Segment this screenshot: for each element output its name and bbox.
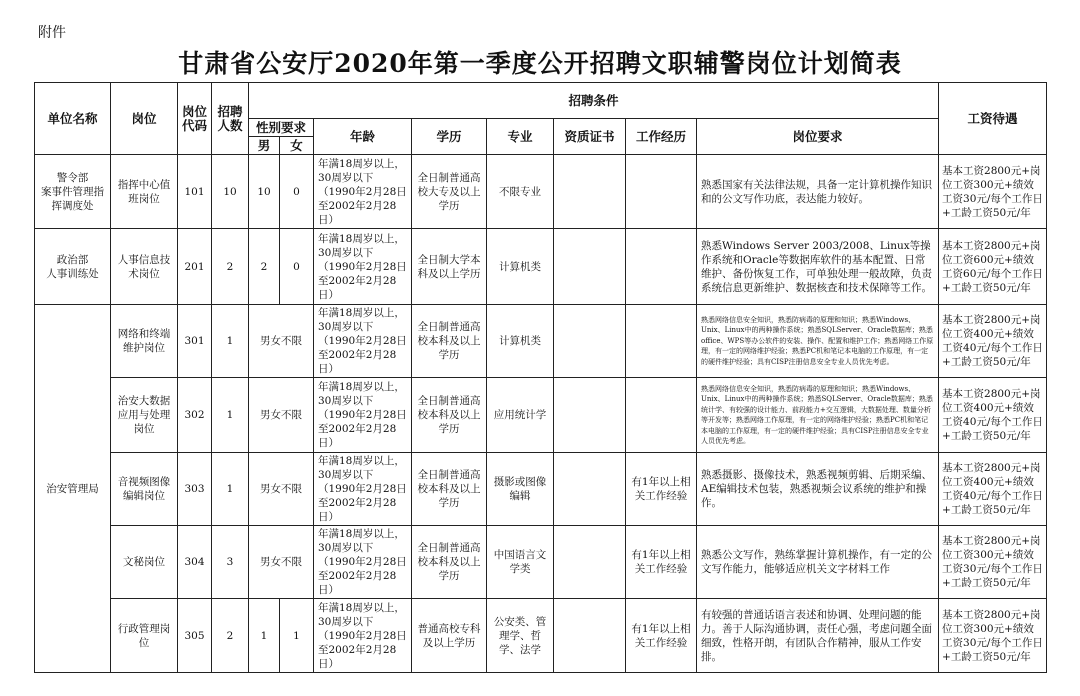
cell-requirements: 熟悉网络信息安全知识，熟悉防病毒的原理和知识；熟悉Windows、Unix、Linux中的两种操作系统；熟悉SQLServer、Oracle数据库；熟悉office、WPS等办公软件的安装、操作、配置和维护工作；熟悉网络工作原理，有一定的网络维护经验；熟悉PC机和笔记本电脑的工作原理，有一定的硬件维护经验；具有CISP注册信息安全专业人员优先考虑。 <box>697 305 939 378</box>
cell-education: 全日制大学本科及以上学历 <box>412 229 487 305</box>
cell-count: 1 <box>212 378 249 453</box>
cell-cert <box>554 229 626 305</box>
cell-education: 全日制普通高校本科及以上学历 <box>412 526 487 599</box>
header-count: 招聘人数 <box>212 83 249 155</box>
table-row <box>35 453 1047 526</box>
cell-age: 年满18周岁以上，30周岁以下（1990年2月28日至2002年2月28日） <box>314 378 412 453</box>
cell-cert <box>554 453 626 526</box>
header-experience: 工作经历 <box>626 119 697 155</box>
cell-major: 计算机类 <box>487 229 554 305</box>
cell-count: 1 <box>212 305 249 378</box>
cell-requirements: 熟悉Windows Server 2003/2008、Linux等操作系统和Oracle等数据库软件的基本配置、日常维护、备份恢复工作，可单独处理一般故障，负责系统信息更新维护、数据核查和技术保障等工作。 <box>697 229 939 305</box>
cell-major: 应用统计学 <box>487 378 554 453</box>
cell-code: 305 <box>178 599 212 673</box>
cell-education: 普通高校专科及以上学历 <box>412 599 487 673</box>
cell-salary: 基本工资2800元+岗位工资400元+绩效工资40元/每个工作日+工龄工资50元/年 <box>939 453 1047 526</box>
unit-text: 政治部 人事训练处 <box>46 253 99 280</box>
header-row-1 <box>35 83 1047 119</box>
cell-cert <box>554 378 626 453</box>
cell-position: 网络和终端维护岗位 <box>111 305 178 378</box>
cell-experience <box>626 305 697 378</box>
cell-count: 1 <box>212 453 249 526</box>
cell-female: 0 <box>280 229 314 305</box>
cell-salary: 基本工资2800元+岗位工资400元+绩效工资40元/每个工作日+工龄工资50元/年 <box>939 305 1047 378</box>
header-major: 专业 <box>487 119 554 155</box>
cell-code: 101 <box>178 155 212 229</box>
table-row <box>35 526 1047 599</box>
cell-male: 10 <box>249 155 280 229</box>
cell-position: 指挥中心值班岗位 <box>111 155 178 229</box>
header-unit: 单位名称 <box>35 83 111 155</box>
table-row <box>35 155 1047 229</box>
cell-male: 2 <box>249 229 280 305</box>
cell-requirements: 熟悉网络信息安全知识，熟悉防病毒的原理和知识；熟悉Windows、Unix、Linux中的两种操作系统；熟悉SQLServer、Oracle数据库；熟悉统计学、有较强的设计能力、前段能力+交互逻辑，大数据处理、数量分析等开发等；熟悉网络工作原理，有一定的网络维护经验；熟悉PC机和笔记本电脑的工作原理，有一定的硬件维护经验；具有CISP注册信息安全专业人员优先考虑。 <box>697 378 939 453</box>
cell-experience <box>626 229 697 305</box>
cell-unit <box>35 155 111 229</box>
cell-salary: 基本工资2800元+岗位工资400元+绩效工资40元/每个工作日+工龄工资50元/年 <box>939 378 1047 453</box>
cell-salary: 基本工资2800元+岗位工资600元+绩效工资60元/每个工作日+工龄工资50元/年 <box>939 229 1047 305</box>
attachment-label: 附件 <box>38 25 66 41</box>
cell-requirements: 熟悉公文写作，熟练掌握计算机操作，有一定的公文写作能力，能够适应机关文字材料工作 <box>697 526 939 599</box>
cell-position: 人事信息技术岗位 <box>111 229 178 305</box>
cell-experience: 有1年以上相关工作经验 <box>626 599 697 673</box>
table-row <box>35 229 1047 305</box>
cell-position: 文秘岗位 <box>111 526 178 599</box>
cell-code: 301 <box>178 305 212 378</box>
cell-salary: 基本工资2800元+岗位工资300元+绩效工资30元/每个工作日+工龄工资50元/年 <box>939 526 1047 599</box>
cell-experience: 有1年以上相关工作经验 <box>626 526 697 599</box>
unit-text: 警令部 案事件管理指挥调度处 <box>41 171 104 212</box>
cell-age: 年满18周岁以上，30周岁以下（1990年2月28日至2002年2月28日） <box>314 305 412 378</box>
table-row <box>35 305 1047 378</box>
cell-age: 年满18周岁以上，30周岁以下（1990年2月28日至2002年2月28日） <box>314 526 412 599</box>
cell-major: 摄影或图像编辑 <box>487 453 554 526</box>
cell-gender: 男女不限 <box>249 526 314 599</box>
cell-gender: 男女不限 <box>249 453 314 526</box>
cell-male: 1 <box>249 599 280 673</box>
cell-cert <box>554 599 626 673</box>
cell-count: 10 <box>212 155 249 229</box>
header-education: 学历 <box>412 119 487 155</box>
cell-education: 全日制普通高校本科及以上学历 <box>412 378 487 453</box>
cell-major: 公安类、管理学、哲学、法学 <box>487 599 554 673</box>
cell-count: 2 <box>212 229 249 305</box>
cell-salary: 基本工资2800元+岗位工资300元+绩效工资30元/每个工作日+工龄工资50元/年 <box>939 155 1047 229</box>
cell-requirements: 熟悉国家有关法律法规，具备一定计算机操作知识和的公文写作功底，表达能力较好。 <box>697 155 939 229</box>
cell-age: 年满18周岁以上，30周岁以下（1990年2月28日至2002年2月28日） <box>314 229 412 305</box>
cell-gender: 男女不限 <box>249 305 314 378</box>
cell-experience <box>626 378 697 453</box>
cell-experience: 有1年以上相关工作经验 <box>626 453 697 526</box>
header-position: 岗位 <box>111 83 178 155</box>
cell-count: 2 <box>212 599 249 673</box>
cell-position: 治安大数据应用与处理岗位 <box>111 378 178 453</box>
header-code: 岗位代码 <box>178 83 212 155</box>
cell-code: 303 <box>178 453 212 526</box>
cell-age: 年满18周岁以上，30周岁以下（1990年2月28日至2002年2月28日） <box>314 599 412 673</box>
cell-salary: 基本工资2800元+岗位工资300元+绩效工资30元/每个工作日+工龄工资50元/年 <box>939 599 1047 673</box>
recruitment-table <box>34 82 1047 673</box>
cell-cert <box>554 155 626 229</box>
cell-unit: 治安管理局 <box>35 305 111 673</box>
cell-unit <box>35 229 111 305</box>
cell-gender: 男女不限 <box>249 378 314 453</box>
cell-code: 201 <box>178 229 212 305</box>
header-cert: 资质证书 <box>554 119 626 155</box>
cell-education: 全日制普通高校大专及以上学历 <box>412 155 487 229</box>
header-gender: 性别要求 <box>249 119 314 137</box>
header-female: 女 <box>280 137 314 155</box>
cell-age: 年满18周岁以上，30周岁以下（1990年2月28日至2002年2月28日） <box>314 155 412 229</box>
cell-count: 3 <box>212 526 249 599</box>
cell-experience <box>626 155 697 229</box>
table-row <box>35 378 1047 453</box>
header-age: 年龄 <box>314 119 412 155</box>
cell-age: 年满18周岁以上，30周岁以下（1990年2月28日至2002年2月28日） <box>314 453 412 526</box>
cell-code: 304 <box>178 526 212 599</box>
cell-cert <box>554 305 626 378</box>
document-title: 甘肃省公安厅2020年第一季度公开招聘文职辅警岗位计划简表 <box>178 49 902 78</box>
table-row <box>35 599 1047 673</box>
header-conditions: 招聘条件 <box>249 83 939 119</box>
header-salary: 工资待遇 <box>939 83 1047 155</box>
cell-female: 1 <box>280 599 314 673</box>
cell-requirements: 有较强的普通话语言表述和协调、处理问题的能力。善于人际沟通协调，责任心强，考虑问题全面细致，性格开朗，有团队合作精神，服从工作安排。 <box>697 599 939 673</box>
cell-female: 0 <box>280 155 314 229</box>
cell-major: 中国语言文学类 <box>487 526 554 599</box>
cell-position: 音视频图像编辑岗位 <box>111 453 178 526</box>
header-requirements: 岗位要求 <box>697 119 939 155</box>
cell-requirements: 熟悉摄影、摄像技术，熟悉视频剪辑、后期采编、AE编辑技术包装，熟悉视频会议系统的维护和操作。 <box>697 453 939 526</box>
cell-education: 全日制普通高校本科及以上学历 <box>412 305 487 378</box>
cell-cert <box>554 526 626 599</box>
cell-position: 行政管理岗位 <box>111 599 178 673</box>
header-male: 男 <box>249 137 280 155</box>
cell-code: 302 <box>178 378 212 453</box>
cell-education: 全日制普通高校本科及以上学历 <box>412 453 487 526</box>
cell-major: 不限专业 <box>487 155 554 229</box>
cell-major: 计算机类 <box>487 305 554 378</box>
